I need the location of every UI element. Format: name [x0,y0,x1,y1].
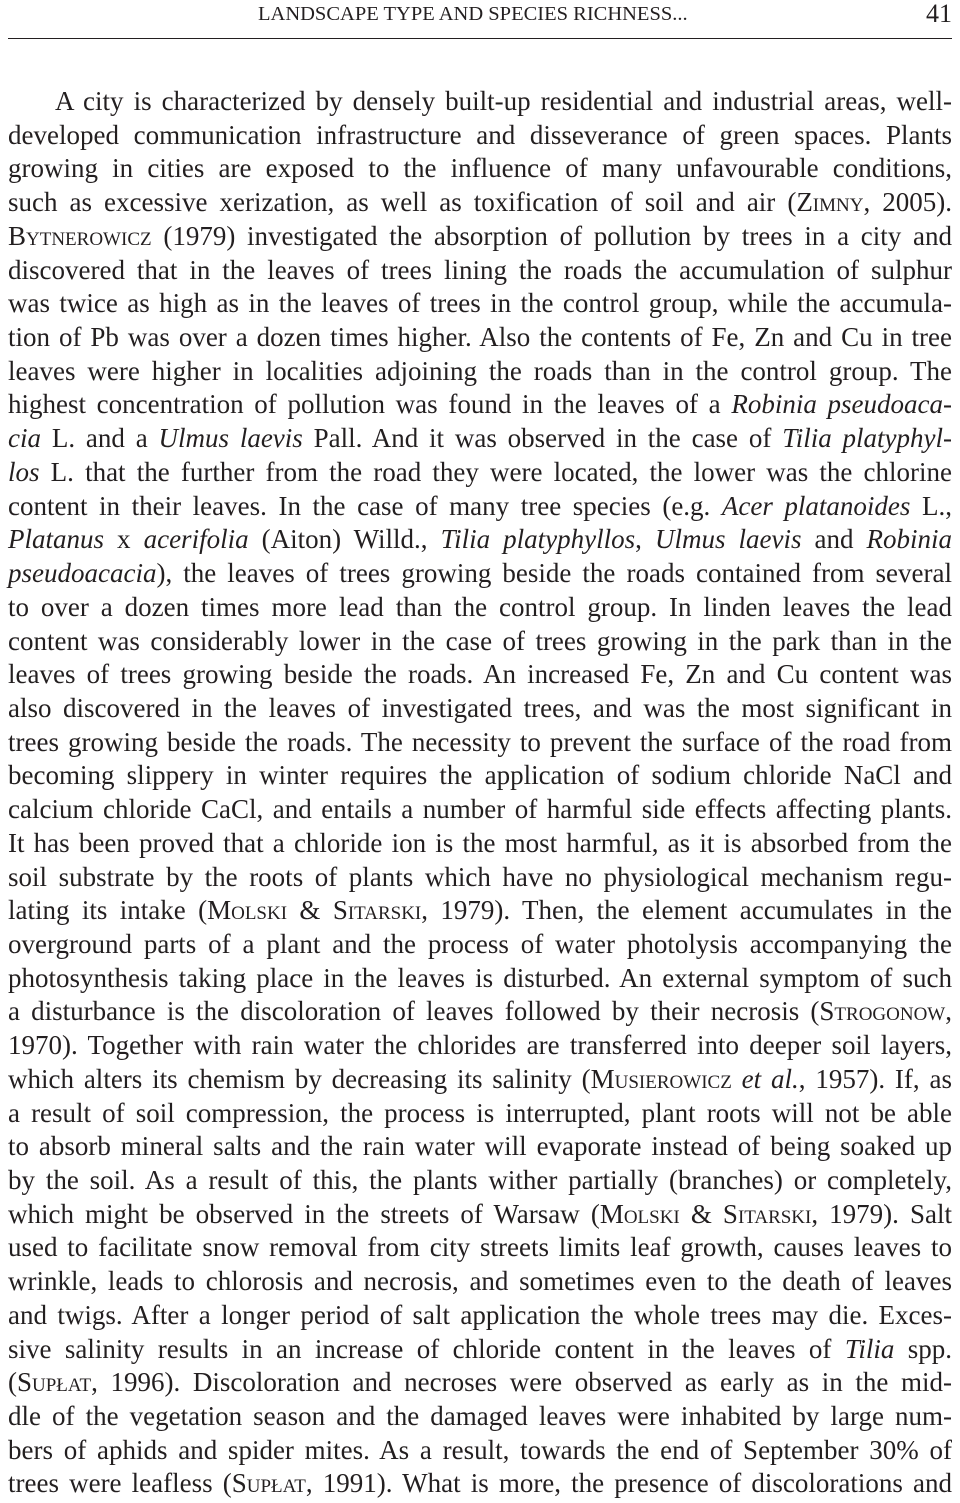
text-run: growing in cities are exposed to the influence of many unfavourable conditions, [8,153,952,184]
text-line [8,490,952,524]
text-run: discovered that in the leaves of trees lining the roads the accumulation of sulphur [8,254,952,285]
text-line [8,692,952,726]
text-run: , 2005). [863,187,952,218]
body-paragraph [8,85,952,1501]
text-run: , [945,996,952,1027]
text-run: , 1996). Discoloration and necroses were observed as early as in the mid- [91,1367,952,1398]
text-run: (1979) investigated the absorption of pollution by trees in a city and [151,220,952,251]
text-run: , 1979). Then, the element accumulates in the [421,895,952,926]
text-run: & [287,895,333,926]
text-run: bers of aphids and spider mites. As a result, towards the end of September 30% of [8,1434,952,1465]
text-run: (Aiton) Willd., [248,524,441,555]
text-run: leaves were higher in localities adjoining the roads than in the control group. The [8,355,952,386]
text-run: content was considerably lower in the case of trees growing in the park than in the [8,625,952,656]
text-run: trees growing beside the roads. The necessity to prevent the surface of the road from [8,726,952,757]
text-run: was twice as high as in the leaves of trees in the control group, while the accumula- [8,288,952,319]
text-line [8,186,952,220]
text-run: spp. [894,1333,953,1364]
text-line [8,793,952,827]
author-citation: Supłat [17,1367,92,1398]
text-line [8,119,952,153]
text-line [8,321,952,355]
text-line [8,422,952,456]
text-line [8,355,952,389]
text-run: lating its intake ( [8,895,208,926]
text-line [8,625,952,659]
text-run: by the soil. As a result of this, the plants wither partially (branches) or completely, [8,1165,952,1195]
text-run: leaves of trees growing beside the roads. An increased Fe, Zn and Cu content was [8,659,952,690]
text-run: becoming slippery in winter requires the application of sodium chloride NaCl and [8,760,952,791]
text-line [8,1063,952,1097]
text-line [8,220,952,254]
text-run: x [104,524,144,555]
author-citation: Sitarski [722,1198,812,1229]
text-run: a result of soil compression, the process is interrupted, plant roots will not be able [8,1097,952,1128]
text-run: Pall. And it was observed in the case of [302,423,783,454]
text-run: and [801,524,867,555]
text-line [8,1097,952,1131]
italic-text: Tilia platyphyllos [440,524,636,555]
italic-text: Acer platanoides [721,490,911,521]
italic-text: Ulmus laevis [654,524,802,555]
italic-text: pseudoacacia [8,558,157,589]
author-citation: Musierowicz [590,1063,732,1094]
italic-text: cia [8,423,41,454]
italic-text: Tilia platyphyl- [782,423,953,454]
text-run: & [679,1198,723,1229]
text-line [8,1265,952,1299]
text-run: overground parts of a plant and the process of water photolysis accompanying the [8,928,952,959]
text-run: and twigs. After a longer period of salt application the whole trees may die. Exces- [8,1299,952,1330]
author-citation: Bytnerowicz [8,220,152,251]
text-line [8,254,952,288]
text-line [8,287,952,321]
text-line [8,995,952,1029]
text-line [8,1366,952,1400]
text-run: dle of the vegetation season and the damaged leaves were inhabited by large num- [8,1401,952,1432]
text-run: tion of Pb was over a dozen times higher. Also the contents of Fe, Zn and Cu in tree [8,322,952,353]
italic-text: los [8,456,40,487]
text-run: content in their leaves. In the case of many tree species (e.g. [8,490,722,521]
italic-text: acerifolia [143,524,249,555]
text-run [732,1064,742,1094]
text-run: such as excessive xerization, as well as toxification of soil and air ( [8,187,797,218]
text-line [8,85,952,119]
italic-text: Robinia [866,524,953,555]
italic-text: Robinia pseudoaca- [731,389,953,420]
text-run: It has been proved that a chloride ion is the most harmful, as it is absorbed from the [8,827,952,858]
text-run: which alters its chemism by decreasing its salinity ( [8,1063,591,1094]
text-line [8,523,952,557]
text-line [8,894,952,928]
text-line [8,1130,952,1164]
author-citation: Sitarski [332,895,422,926]
text-line [8,152,952,186]
italic-text: Ulmus laevis [158,423,303,454]
text-line [8,1467,952,1501]
text-line [8,658,952,692]
text-line [8,962,952,996]
text-line [8,1231,952,1265]
author-citation: Molski [207,895,288,926]
text-line [8,456,952,490]
text-run: calcium chloride CaCl, and entails a number of harmful side effects affecting plants. [8,794,952,825]
text-run: trees were leafless ( [8,1468,232,1499]
text-run: used to facilitate snow removal from city streets limits leaf growth, causes leaves to [8,1232,952,1263]
text-line [8,1434,952,1468]
text-run: soil substrate by the roots of plants which have no physiological mechanism regu- [8,861,952,892]
text-line [8,1164,952,1198]
text-run: A city is characterized by densely built-up residential and industrial areas, well- [55,86,952,116]
text-line [8,591,952,625]
text-line [8,1299,952,1333]
text-run: ), the leaves of trees growing beside the roads contained from several [156,558,952,589]
text-line [8,726,952,760]
text-run: ( [8,1367,17,1398]
text-line [8,388,952,422]
text-run: sive salinity results in an increase of chloride content in the leaves of [8,1333,845,1364]
text-run: , 1991). What is more, the presence of discolorations and [305,1468,952,1499]
text-line [8,557,952,591]
text-line [8,759,952,793]
author-citation: Supłat [231,1468,306,1499]
text-run: also discovered in the leaves of investigated trees, and was the most significant in [8,692,952,723]
italic-text: Tilia [844,1333,895,1364]
italic-text: et al. [741,1063,799,1094]
text-run: wrinkle, leads to chlorosis and necrosis, and sometimes even to the death of leaves [8,1266,952,1297]
author-citation: Zimny [796,187,864,218]
text-run: , [635,524,655,555]
text-line [8,861,952,895]
text-run: to over a dozen times more lead than the control group. In linden leaves the lead [8,591,952,622]
page-number: 41 [926,0,952,28]
text-run: , 1979). Salt [811,1198,952,1229]
italic-text: Platanus [8,524,105,555]
text-line [8,1198,952,1232]
text-line [8,1333,952,1367]
text-line [8,1029,952,1063]
header-rule [8,38,952,39]
author-citation: Molski [599,1198,680,1229]
text-run: L., [910,490,952,521]
text-run: 1970). Together with rain water the chlorides are transferred into deeper soil layers, [8,1030,952,1061]
text-run: , 1957). If, as [798,1063,952,1094]
text-line [8,827,952,861]
running-header-title: LANDSCAPE TYPE AND SPECIES RICHNESS... [258,3,688,25]
text-run: developed communication infrastructure and disseverance of green spaces. Plants [8,119,952,150]
text-run: L. and a [41,423,159,454]
text-run: highest concentration of pollution was found in the leaves of a [8,389,732,420]
text-run: photosynthesis taking place in the leaves is disturbed. An external symptom of such [8,962,952,993]
text-line [8,1400,952,1434]
text-run: a disturbance is the discoloration of leaves followed by their necrosis ( [8,996,820,1027]
text-run: to absorb mineral salts and the rain water will evaporate instead of being soaked up [8,1131,952,1162]
text-run: which might be observed in the streets of Warsaw ( [8,1198,600,1229]
text-run: L. that the further from the road they were located, the lower was the chlorine [39,456,952,487]
text-line [8,928,952,962]
author-citation: Strogonow [819,996,946,1027]
